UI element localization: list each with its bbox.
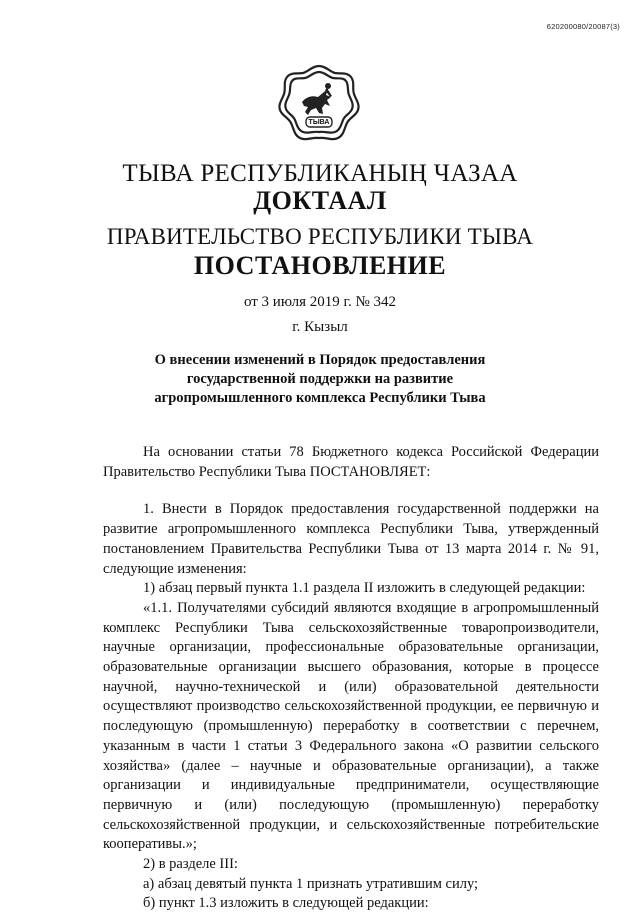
paragraph-subitem-b: б) пункт 1.3 изложить в следующей редакции: (143, 895, 429, 912)
document-body (103, 443, 599, 914)
paragraph-subitem-1: 1) абзац первый пункта 1.1 раздела II изложить в следующей редакции: (143, 580, 586, 597)
title-tuvan-decree: ДОКТААЛ (253, 186, 387, 215)
title-russian-government: ПРАВИТЕЛЬСТВО РЕСПУБЛИКИ ТЫВА (106, 224, 534, 249)
subject-line: агропромышленного комплекса Республики Тыва (154, 390, 486, 406)
document-date-number: от 3 июля 2019 г. № 342 (243, 294, 397, 310)
subject-line: государственной поддержки на развитие (186, 371, 454, 387)
tuva-emblem-icon (278, 62, 360, 144)
paragraph-basis: На основании статьи 78 Бюджетного кодекса Российской Федерации Правительство Республики Тыва ПОСТАНОВЛЯЕТ: (103, 444, 599, 480)
emblem-label: ТЫВА (308, 119, 330, 126)
paragraph-subitem-2: 2) в разделе III: (143, 856, 238, 873)
paragraph-subitem-a: а) абзац девятый пункта 1 признать утратившим силу; (143, 875, 479, 892)
paragraph-item-1: 1. Внести в Порядок предоставления государственной поддержки на развитие агропромышленного комплекса Республики Тыва, утвержденный постановлением Правительства Республики Тыва от 13 марта 2014 г. № 91, следующие изменения: (103, 501, 599, 577)
document-code: 620200080/20087(3) (546, 22, 620, 31)
paragraph-quote: «1.1. Получателями субсидий являются входящие в агропромышленный комплекс Республики Тыва сельскохозяйственные товаропроизводители, научные организации, профессиональные образовательные организации, образовательные организации высшего образования, которые в процессе научной, научно-технической и (или) образовательной деятельности осуществляют производство сельскохозяйственной продукции, ее первичную и последующую (промышленную) переработку в соответствии с перечнем, указанным в части 1 статьи 3 Федерального закона «О развитии сельского хозяйства» (далее – научные и образовательные организации), а также организации и индивидуальные предприниматели, осуществляющие первичную и (или) последующую (промышленную) переработку сельскохозяйственной продукции, и сельскохозяйственные потребительские кооперативы.»; (103, 599, 599, 853)
document-city: г. Кызыл (292, 319, 348, 335)
document-subject (120, 351, 520, 408)
title-russian-decree: ПОСТАНОВЛЕНИЕ (193, 251, 447, 280)
subject-line: О внесении изменений в Порядок предоставления (154, 352, 486, 368)
title-tuvan-government: ТЫВА РЕСПУБЛИКАНЫҢ ЧАЗАА (122, 160, 518, 187)
